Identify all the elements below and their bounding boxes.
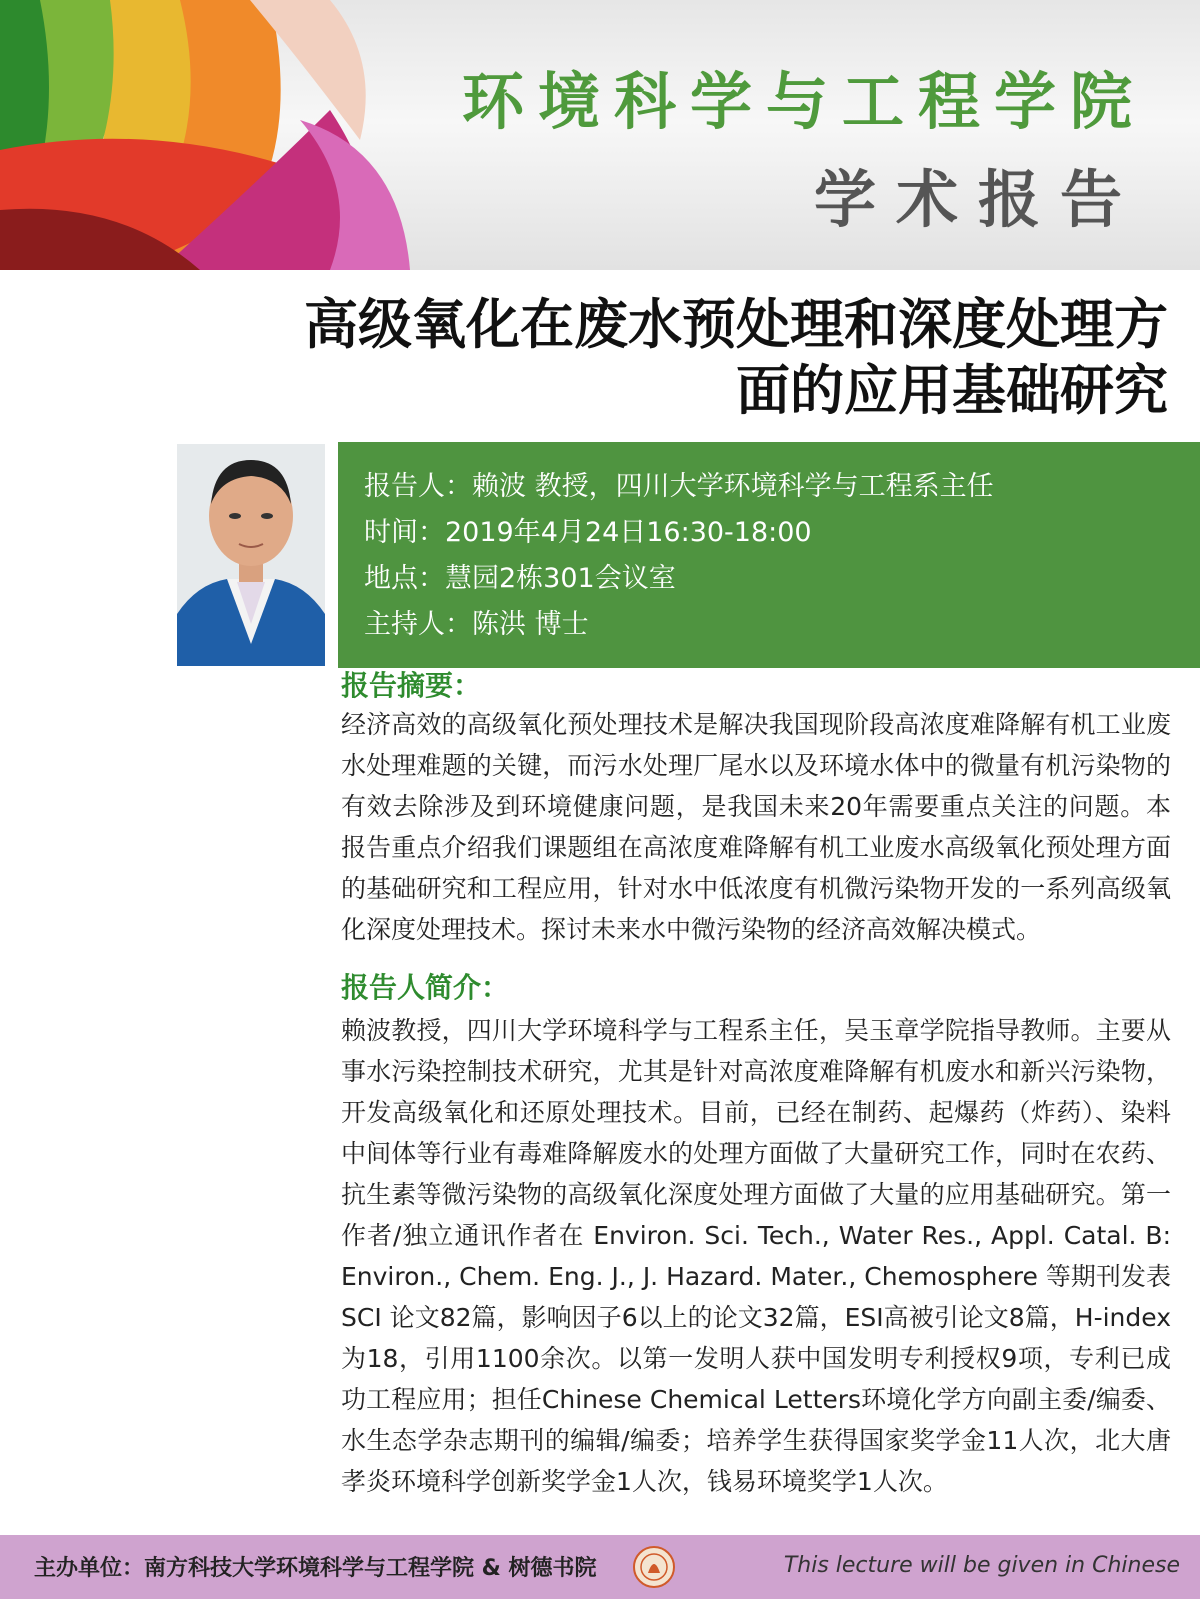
- organizer-text: 主办单位：南方科技大学环境科学与工程学院 & 树德书院: [34, 1556, 597, 1581]
- college-logo-icon: [632, 1545, 676, 1589]
- school-name: 环境科学与工程学院: [461, 65, 1146, 138]
- speaker-line: 报告人：赖波 教授，四川大学环境科学与工程系主任: [364, 471, 994, 502]
- petal-decoration: [0, 0, 420, 270]
- abstract-heading: 报告摘要：: [341, 669, 482, 702]
- host-line: 主持人：陈洪 博士: [364, 609, 589, 640]
- bio-text: 赖波教授，四川大学环境科学与工程系主任，吴玉章学院指导教师。主要从事水污染控制技术研究，尤其是针对高浓度难降解有机废水和新兴污染物，开发高级氧化和还原处理技术。目前，已经在制药、起爆药（炸药）、染料中间体等行业有毒难降解废水的处理方面做了大量研究工作，同时在农药、抗生素等微污染物的高级氧化深度处理方面做了大量的应用基础研究。第一作者/独立通讯作者在 Environ. Sci. Tech., Water Res., Appl. Catal. B: Environ., Chem. Eng. J., J. Hazard. Mater., Chemosphere 等期刊发表 SCI 论文82篇，影响因子6以上的论文32篇，ESI高被引论文8篇，H-index为18，引用1100余次。以第一发明人获中国发明专利授权9项，专利已成功工程应用；担任Chinese Chemical Letters环境化学方向副主委/编委、水生态学杂志期刊的编辑/编委；培养学生获得国家奖学金11人次，北大唐孝炎环境科学创新奖学金1人次，钱易环境奖学1人次。: [341, 1016, 1171, 1496]
- report-label: 学术报告: [813, 163, 1142, 236]
- lecture-title: 高级氧化在废水预处理和深度处理方面的应用基础研究: [304, 293, 1168, 422]
- language-note: This lecture will be given in Chinese: [783, 1553, 1180, 1578]
- header-banner: [0, 0, 1200, 270]
- bio-heading: 报告人简介：: [341, 971, 510, 1004]
- footer-bar: [0, 1535, 1200, 1599]
- time-line: 时间：2019年4月24日16:30-18:00: [364, 517, 812, 548]
- abstract-text: 经济高效的高级氧化预处理技术是解决我国现阶段高浓度难降解有机工业废水处理难题的关键，而污水处理厂尾水以及环境水体中的微量有机污染物的有效去除涉及到环境健康问题，是我国未来20年需要重点关注的问题。本报告重点介绍我们课题组在高浓度难降解有机工业废水高级氧化预处理方面的基础研究和工程应用，针对水中低浓度有机微污染物开发的一系列高级氧化深度处理技术。探讨未来水中微污染物的经济高效解决模式。: [341, 710, 1171, 944]
- speaker-photo: [177, 444, 325, 666]
- lecture-info-panel: [338, 442, 1200, 668]
- location-line: 地点：慧园2栋301会议室: [364, 563, 676, 594]
